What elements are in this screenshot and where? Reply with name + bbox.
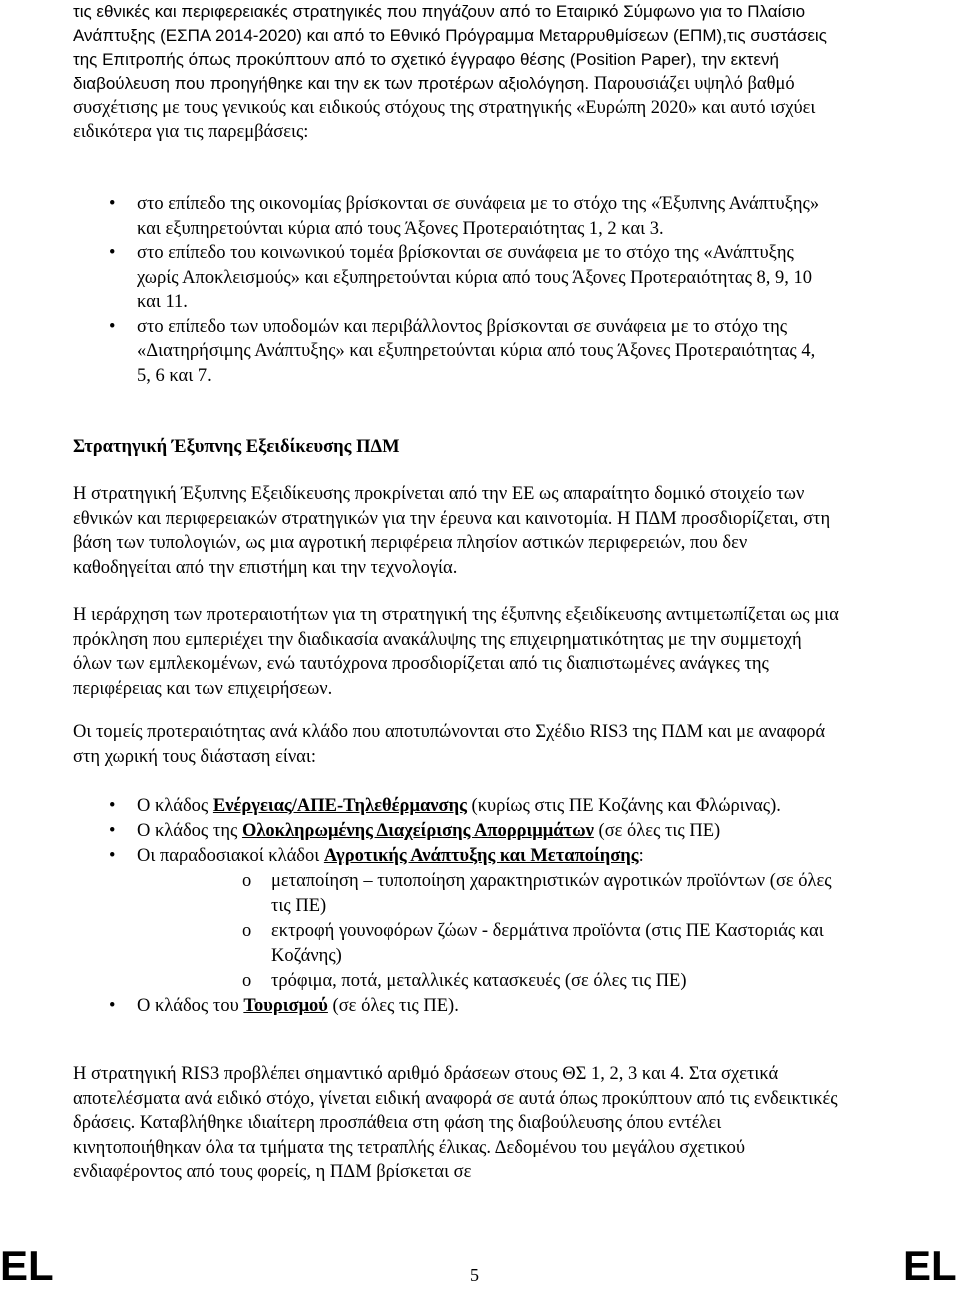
page-number: 5 [470, 1265, 479, 1285]
footer-language-label-right: EL [903, 1242, 957, 1289]
sector-list [73, 794, 833, 1019]
item-suffix: (κυρίως στις ΠΕ Κοζάνης και Φλώρινας). [466, 796, 781, 816]
section-heading: Στρατηγική Έξυπνης Εξειδίκευσης ΠΔΜ [73, 437, 400, 457]
item-emphasis: Ολοκληρωμένης Διαχείρισης Απορριμμάτων [241, 821, 594, 841]
intro-serif-text: Παρουσιάζει υψηλό βαθμό συσχέτισης με τους γενικούς και ειδικούς στόχους της στρατηγικής «Ευρώπη 2020» και αυτό ισχύει ειδικότερα για τις παρεμβάσεις: [73, 74, 816, 142]
item-suffix: (σε όλες τις ΠΕ). [327, 996, 459, 1016]
sub-list-item: o εκτροφή γουνοφόρων ζώων - δερμάτινα προϊόντα (στις ΠΕ Καστοριάς και Κοζάνης) [207, 919, 833, 969]
sub-list-item: o μεταποίηση – τυποποίηση χαρακτηριστικών αγροτικών προϊόντων (σε όλες τις ΠΕ) [207, 869, 833, 919]
item-emphasis: Τουρισμού [243, 996, 328, 1016]
footer-language-label-left: EL [0, 1242, 54, 1289]
item-suffix: : [638, 846, 644, 866]
paragraph-4: Η στρατηγική RIS3 προβλέπει σημαντικό αριθμό δράσεων στους ΘΣ 1, 2, 3 και 4. Στα σχετικά αποτελέσματα ανά ειδικό στόχο, γίνεται ειδική αναφορά σε αυτά όπως προκύπτουν από τις ενδεικτικές δράσεις. Καταβλήθηκε ιδιαίτερη προσπάθεια στη φάση της διαβούλευσης όπου εντέλει κινητοποιήθηκαν όλα τα τμήματα της τετραπλής έλικας. Δεδομένου του μεγάλου σχετικού ενδιαφέροντος από τους φορείς, η ΠΔΜ βρίσκεται σε [73, 1064, 838, 1182]
list-item [73, 819, 833, 844]
item-prefix: Ο κλάδος του [137, 996, 244, 1016]
item-prefix: Ο κλάδος [137, 796, 213, 816]
item-emphasis: Αγροτικής Ανάπτυξης και Μεταποίησης [323, 846, 639, 866]
priority-list [73, 192, 833, 388]
item-prefix: Ο κλάδος της [137, 821, 242, 841]
list-item [73, 794, 833, 819]
list-item: • στο επίπεδο των υποδομών και περιβάλλοντος βρίσκονται σε συνάφεια με το στόχο της «Διατηρήσιμης Ανάπτυξης» και εξυπηρετούνται κύρια από τους Άξονες Προτεραιότητας 4, 5, 6 και 7. [73, 315, 833, 389]
list-item: • στο επίπεδο της οικονομίας βρίσκονται σε συνάφεια με το στόχο της «Έξυπνης Ανάπτυξης» και εξυπηρετούνται κύρια από τους Άξονες Προτεραιότητας 1, 2 και 3. [73, 192, 833, 241]
list-item: • στο επίπεδο του κοινωνικού τομέα βρίσκονται σε συνάφεια με το στόχο της «Ανάπτυξης χωρίς Αποκλεισμούς» και εξυπηρετούνται κύρια από τους Άξονες Προτεραιότητας 8, 9, 10 και 11. [73, 241, 833, 315]
list-item [73, 844, 833, 994]
sub-list-item: o τρόφιμα, ποτά, μεταλλικές κατασκευές (σε όλες τις ΠΕ) [207, 969, 833, 994]
item-prefix: Οι παραδοσιακοί κλάδοι [137, 846, 324, 866]
paragraph-1: Η στρατηγική Έξυπνης Εξειδίκευσης προκρίνεται από την ΕΕ ως απαραίτητο δομικό στοιχείο των εθνικών και περιφερειακών στρατηγικών για την έρευνα και καινοτομία. Η ΠΔΜ προσδιορίζεται, στη βάση των τυπολογιών, ως μια αγροτική περιφέρεια πλησίον αστικών περιφερειών, που δεν καθοδηγείται από την επιστήμη και την τεχνολογία. [73, 484, 831, 578]
paragraph-3: Οι τομείς προτεραιότητας ανά κλάδο που αποτυπώνονται στο Σχέδιο RIS3 της ΠΔΜ και με αναφορά στη χωρική τους διάσταση είναι: [73, 722, 826, 767]
sub-list [137, 869, 833, 994]
list-item [73, 994, 833, 1019]
item-emphasis: Ενέργειας/ΑΠΕ-Τηλεθέρμανσης [212, 796, 467, 816]
intro-paragraph [73, 0, 845, 144]
item-suffix: (σε όλες τις ΠΕ) [593, 821, 721, 841]
intro-sans-text: τις εθνικές και περιφερειακές στρατηγικές που πηγάζουν από το Εταιρικό Σύμφωνο για το Πλαίσιο Ανάπτυξης (ΕΣΠΑ 2014-2020) και από το Εθνικό Πρόγραμμα Μεταρρυθμίσεων (ΕΠΜ),τις συστάσεις της Επιτροπής όπως προκύπτουν από το σχετικό έγγραφο θέσης (Position Paper), την εκτενή διαβούλευση που προηγήθηκε και την εκ των προτέρων αξιολόγηση. [73, 2, 827, 93]
paragraph-2: Η ιεράρχηση των προτεραιοτήτων για τη στρατηγική της έξυπνης εξειδίκευσης αντιμετωπίζεται ως μια πρόκληση που εμπεριέχει την διαδικασία ανακάλυψης της επιχειρηματικότητας με την συμμετοχή όλων των εμπλεκομένων, ενώ ταυτόχρονα προσδιορίζεται από τις διαπιστωμένες ανάγκες της περιφέρειας και των επιχειρήσεων. [73, 605, 839, 699]
